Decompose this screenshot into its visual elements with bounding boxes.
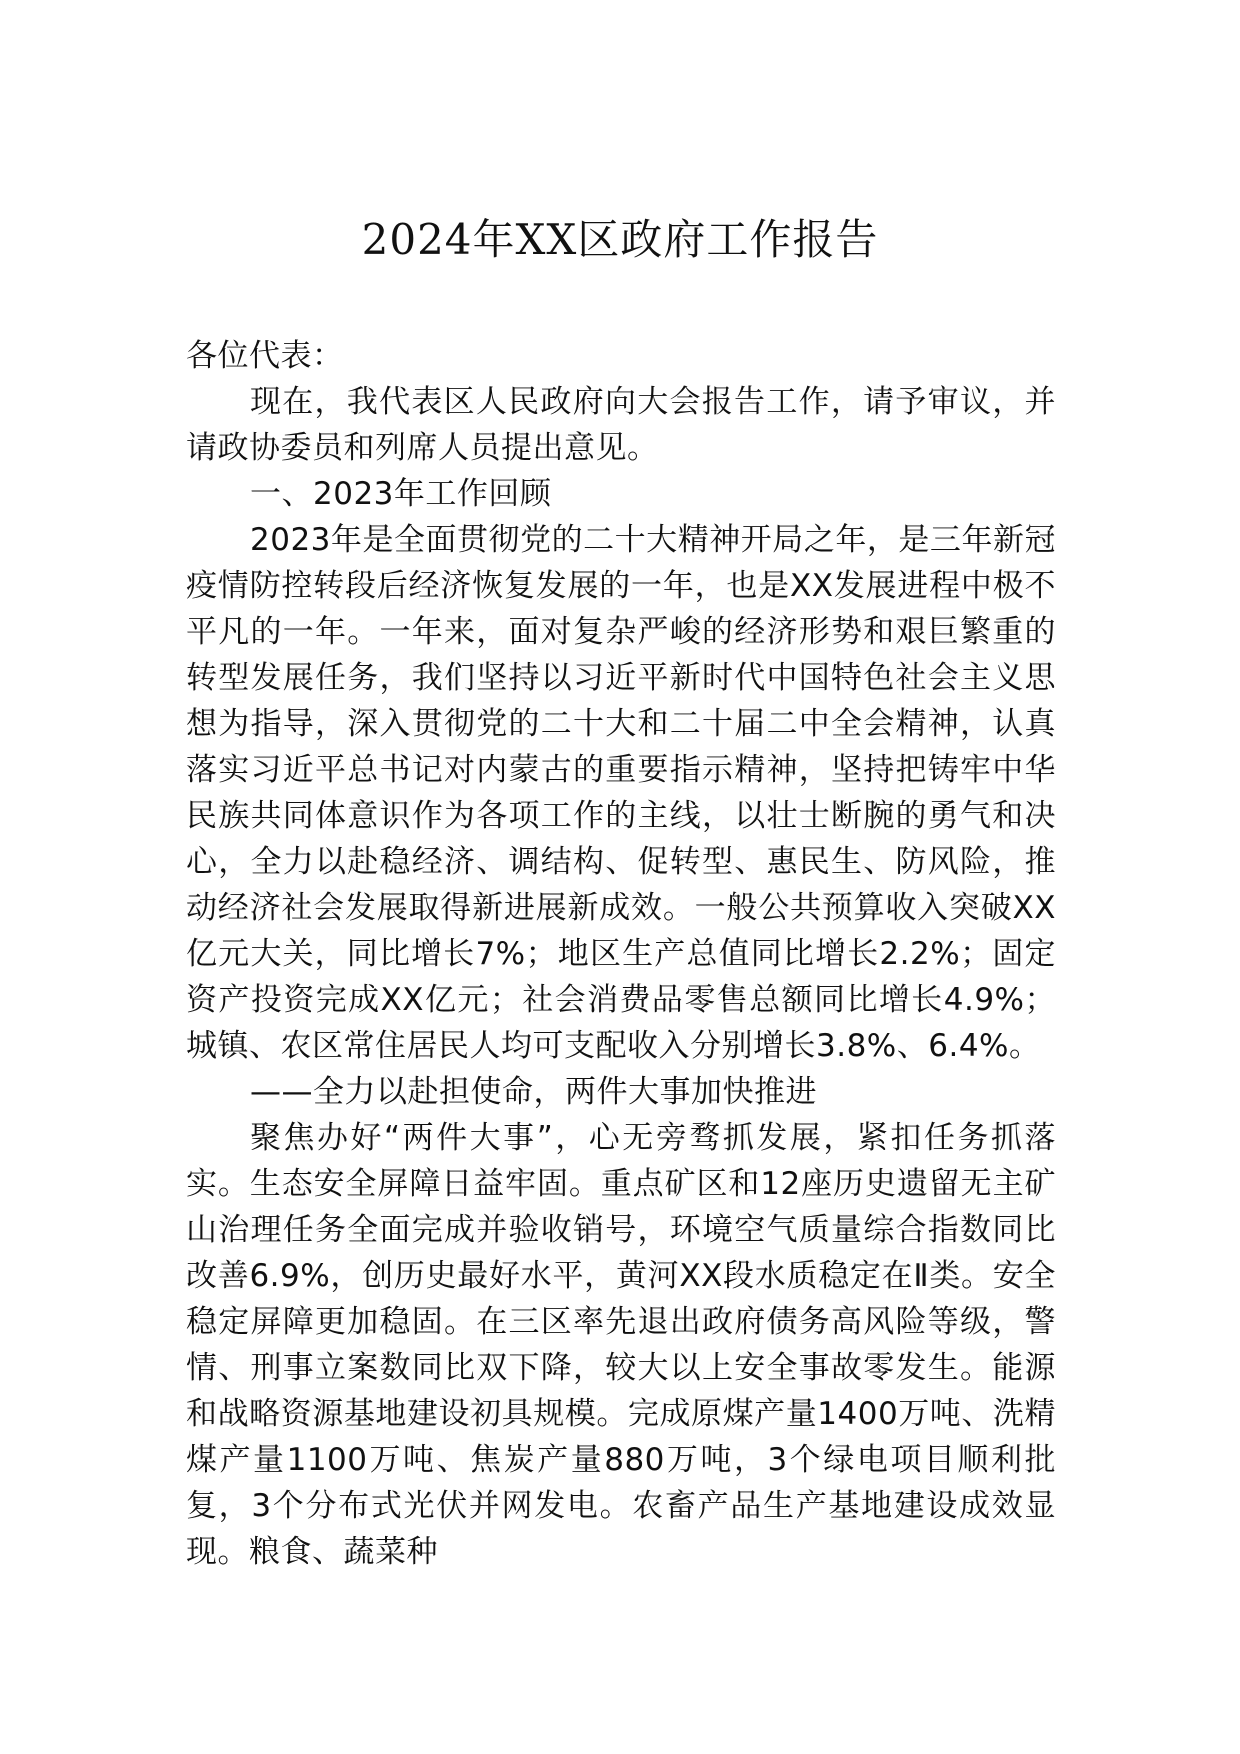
review-paragraph: 2023年是全面贯彻党的二十大精神开局之年，是三年新冠疫情防控转段后经济恢复发展的一年，也是XX发展进程中极不平凡的一年。一年来，面对复杂严峻的经济形势和艰巨繁重的转型发展任务，我们坚持以习近平新时代中国特色社会主义思想为指导，深入贯彻党的二十大和二十届二中全会精神，认真落实习近平总书记对内蒙古的重要指示精神，坚持把铸牢中华民族共同体意识作为各项工作的主线，以壮士断腕的勇气和决心，全力以赴稳经济、调结构、促转型、惠民生、防风险，推动经济社会发展取得新进展新成效。一般公共预算收入突破XX亿元大关，同比增长7%；地区生产总值同比增长2.2%；固定资产投资完成XX亿元；社会消费品零售总额同比增长4.9%；城镇、农区常住居民人均可支配收入分别增长3.8%、6.4%。	[186, 522, 1056, 1064]
section-heading: 一、2023年工作回顾	[250, 476, 552, 512]
subsection-heading: ——全力以赴担使命，两件大事加快推进	[250, 1074, 817, 1110]
two-major-tasks-paragraph: 聚焦办好“两件大事”，心无旁骛抓发展，紧扣任务抓落实。生态安全屏障日益牢固。重点矿区和12座历史遗留无主矿山治理任务全面完成并验收销号，环境空气质量综合指数同比改善6.9%，创历史最好水平，黄河XX段水质稳定在Ⅱ类。安全稳定屏障更加稳固。在三区率先退出政府债务高风险等级，警情、刑事立案数同比双下降，较大以上安全事故零发生。能源和战略资源基地建设初具规模。完成原煤产量1400万吨、洗精煤产量1100万吨、焦炭产量880万吨，3个绿电项目顺利批复，3个分布式光伏并网发电。农畜产品生产基地建设成效显现。粮食、蔬菜种	[186, 1120, 1056, 1570]
salutation: 各位代表：	[186, 338, 344, 374]
document-body	[186, 333, 1056, 1575]
document-title: 2024年XX区政府工作报告	[361, 215, 879, 264]
opening-paragraph: 现在，我代表区人民政府向大会报告工作，请予审议，并请政协委员和列席人员提出意见。	[186, 384, 1056, 466]
